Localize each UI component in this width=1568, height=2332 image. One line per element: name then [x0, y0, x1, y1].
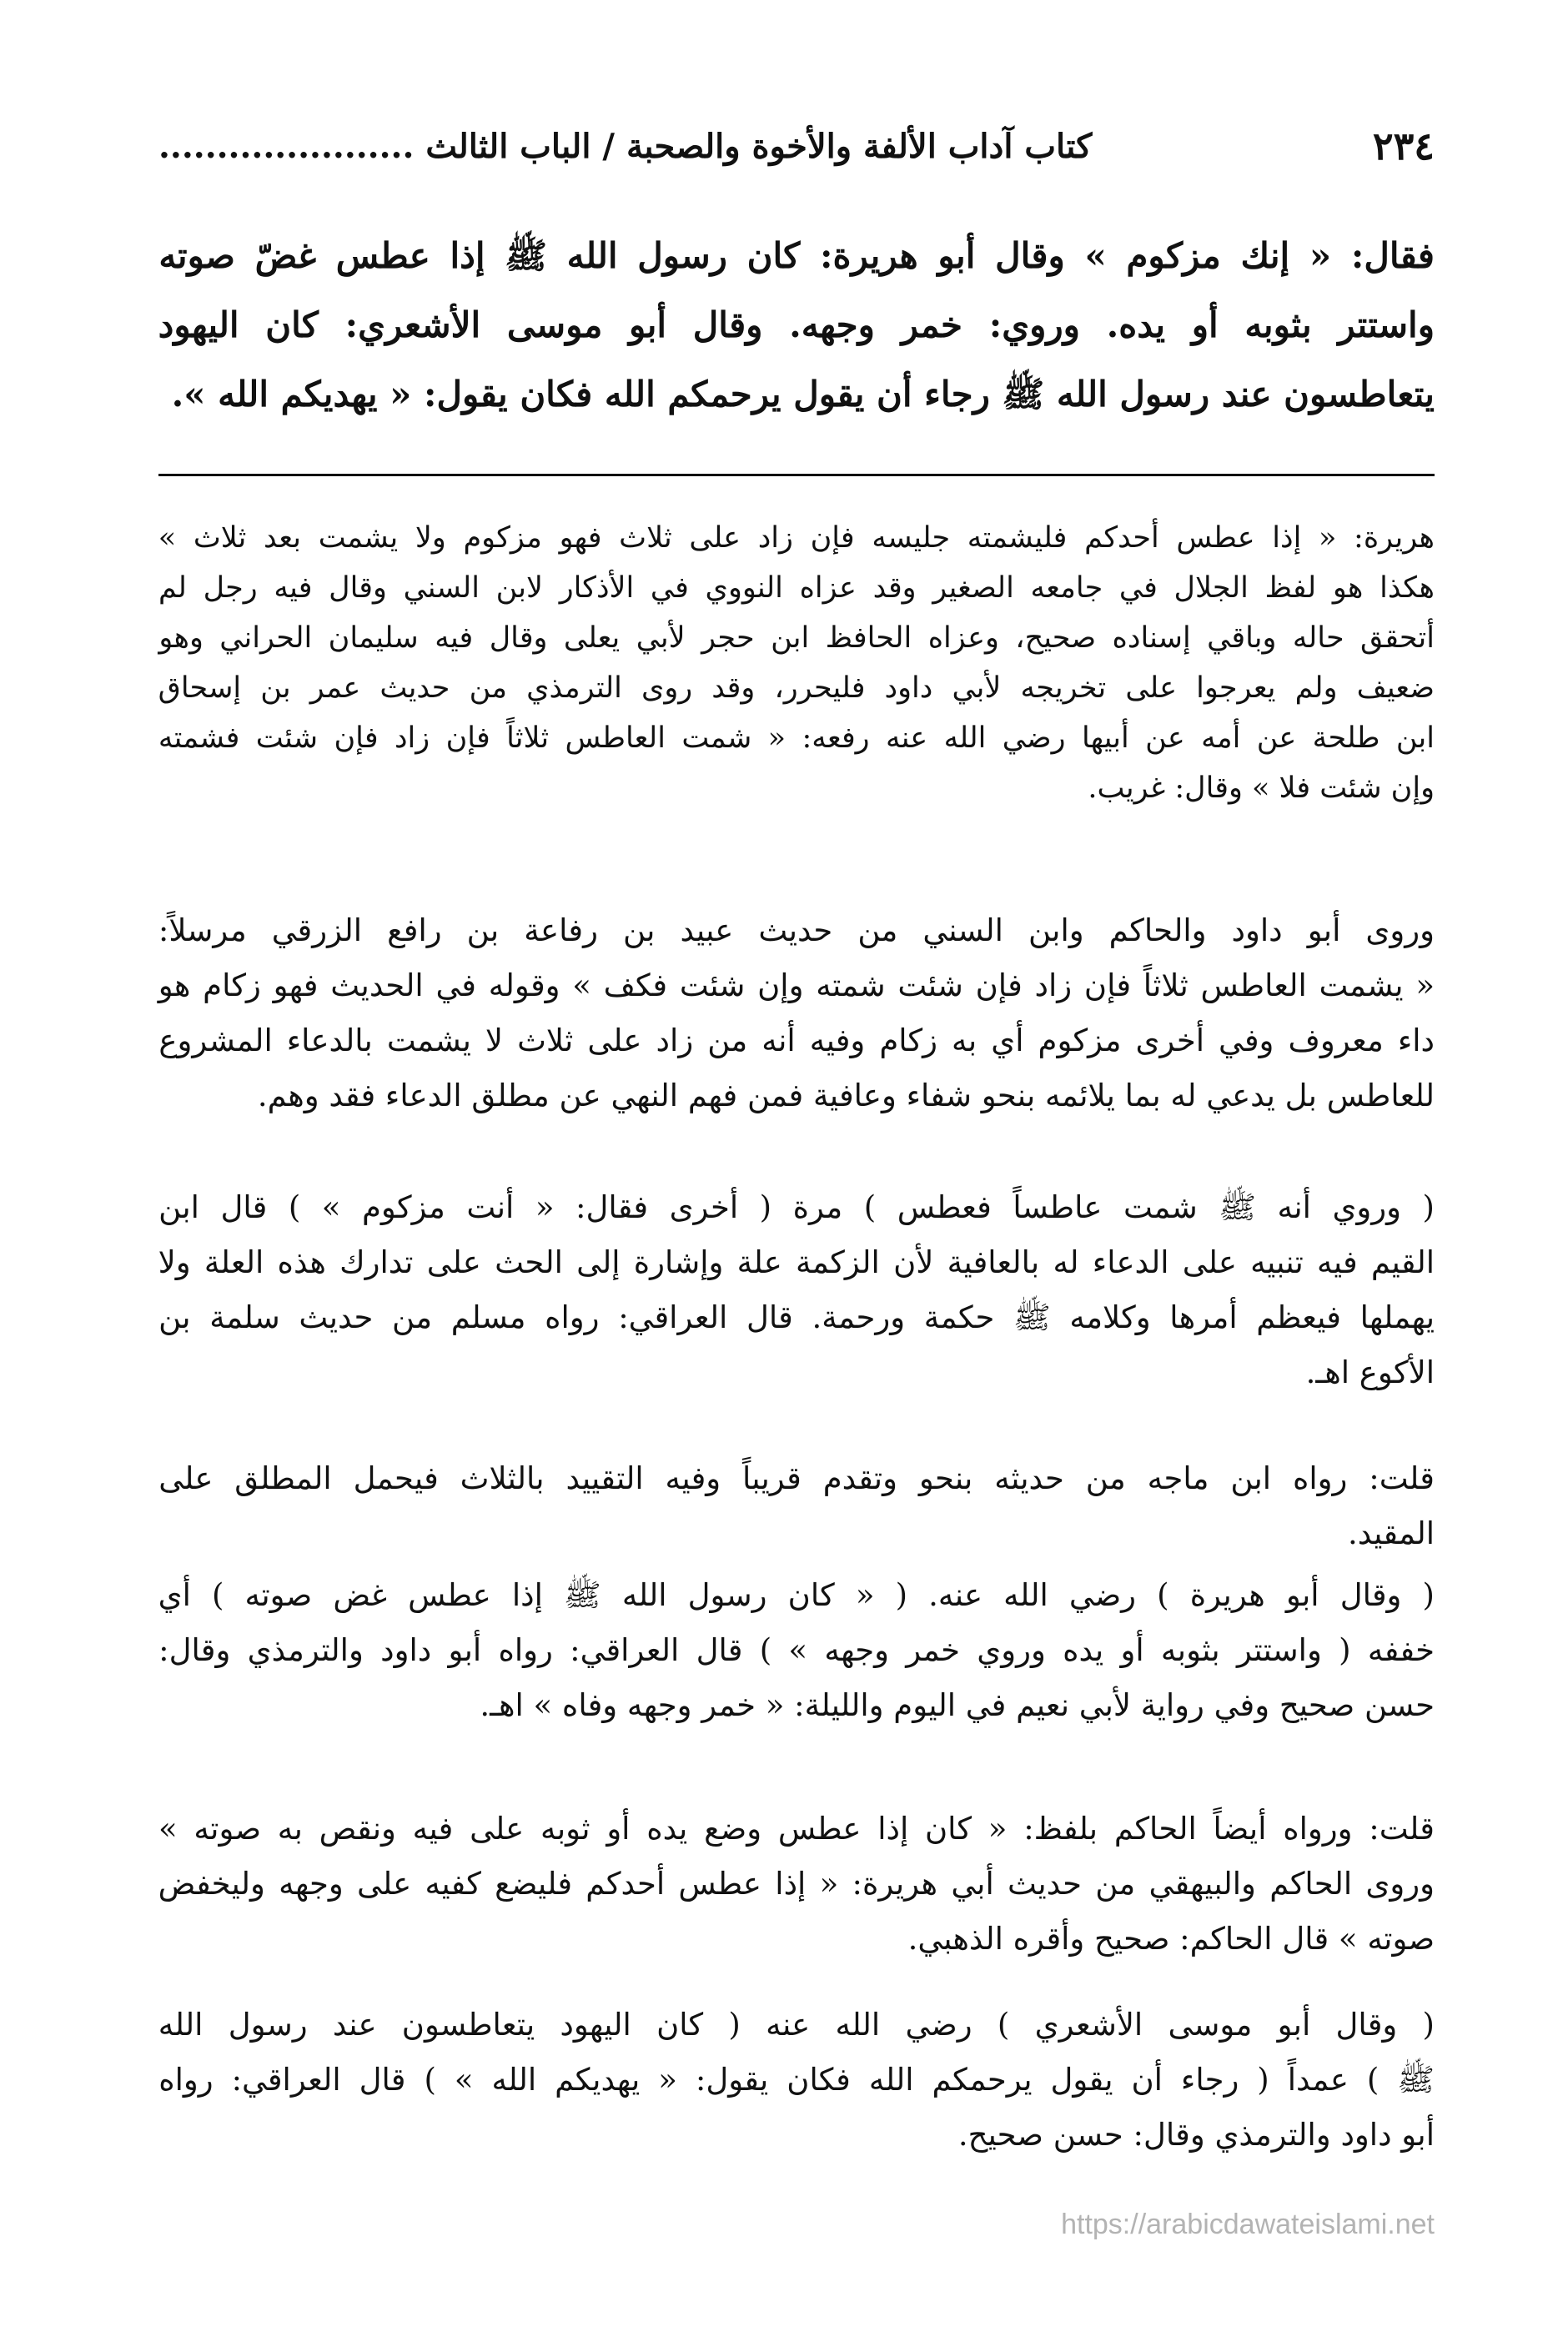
commentary-line: يهملها فيعظم أمرها وكلامه ﷺ حكمة ورحمة. قال العراقي: رواه مسلم من حديث سلمة بن	[158, 1299, 1435, 1335]
footnote-line: وإن شئت فلا » وقال: غريب.	[1088, 771, 1435, 805]
commentary-line: داء معروف وفي أخرى مزكوم أي به زكام وفيه أنه من زاد على ثلاث لا يشمت بالدعاء المشروع	[158, 1023, 1435, 1058]
commentary-line: القيم فيه تنبيه على الدعاء له بالعافية لأن الزكمة علة وإشارة إلى الحث على تدارك هذه العلة ولا	[158, 1244, 1435, 1280]
commentary-line: للعاطس بل يدعي له بما يلائمه بنحو شفاء وعافية فمن فهم النهي عن مطلق الدعاء فقد وهم.	[257, 1078, 1435, 1113]
running-title	[158, 127, 1092, 166]
commentary-line: وروى أبو داود والحاكم وابن السني من حديث عبيد بن رفاعة بن رافع الزرقي مرسلاً:	[158, 912, 1435, 948]
main-text-line: واستتر بثوبه أو يده. وروي: خمر وجهه. وقال أبو موسى الأشعري: كان اليهود	[158, 304, 1435, 345]
commentary-line: حسن صحيح وفي رواية لأبي نعيم في اليوم والليلة: « خمر وجهه وفاه » اهـ.	[480, 1687, 1435, 1723]
footnote-line: هريرة: « إذا عطس أحدكم فليشمته جليسه فإن زاد على ثلاث فهو مزكوم ولا يشمت بعد ثلاث »	[158, 521, 1435, 555]
commentary-line: ( وروي أنه ﷺ شمت عاطساً فعطس ) مرة ( أخرى فقال: « أنت مزكوم » ) قال ابن	[158, 1189, 1435, 1225]
commentary-line: أبو داود والترمذي وقال: حسن صحيح.	[957, 2117, 1435, 2153]
footnote-line: ابن طلحة عن أمه عن أبيها رضي الله عنه رفعه: « شمت العاطس ثلاثاً فإن زاد فإن شئت فشمته	[158, 721, 1435, 755]
commentary-paragraph	[158, 1802, 1435, 1967]
leader-dots: ......................	[158, 126, 415, 166]
commentary-line: ( وقال أبو موسى الأشعري ) رضي الله عنه ( كان اليهود يتعاطسون عند رسول الله	[158, 2007, 1435, 2043]
page-number: ٢٣٤	[1372, 123, 1435, 168]
commentary-line: قلت: رواه ابن ماجه من حديثه بنحو وتقدم قريباً وفيه التقييد بالثلاث فيحمل المطلق على	[158, 1460, 1435, 1496]
commentary-line: وروى الحاكم والبيهقي من حديث أبي هريرة: « إذا عطس أحدكم فليضع كفيه على وجهه وليخفض	[158, 1866, 1435, 1902]
separator-rule	[158, 474, 1435, 476]
commentary-paragraph	[158, 1568, 1435, 1733]
page-header	[158, 117, 1435, 175]
watermark-url: https://arabicdawateislami.net	[1061, 2209, 1435, 2240]
commentary-line: ( وقال أبو هريرة ) رضي الله عنه. ( « كان رسول الله ﷺ إذا عطس غض صوته ) أي	[158, 1577, 1435, 1613]
commentary-line: صوته » قال الحاكم: صحيح وأقره الذهبي.	[907, 1921, 1435, 1957]
commentary-line: ﷺ ) عمداً ( رجاء أن يقول يرحمكم الله فكان يقول: « يهديكم الله » ) قال العراقي: رواه	[158, 2062, 1435, 2098]
footnote-paragraph	[158, 513, 1435, 813]
commentary-paragraph	[158, 1180, 1435, 1400]
commentary-line: قلت: ورواه أيضاً الحاكم بلفظ: « كان إذا عطس وضع يده أو ثوبه على فيه ونقص به صوته »	[158, 1811, 1435, 1847]
main-text	[158, 221, 1435, 429]
footnote-line: هكذا هو لفظ الجلال في جامعه الصغير وقد عزاه النووي في الأذكار لابن السني وقال فيه رجل لم	[158, 571, 1435, 605]
running-title-text: كتاب آداب الألفة والأخوة والصحبة / الباب الثالث	[425, 126, 1093, 166]
main-text-line: يتعاطسون عند رسول الله ﷺ رجاء أن يقول يرحمكم الله فكان يقول: « يهديكم الله ».	[171, 374, 1435, 415]
commentary-paragraph	[158, 1451, 1435, 1561]
footnote-line: ضعيف ولم يعرجوا على تخريجه لأبي داود فليحرر، وقد روى الترمذي من حديث عمر بن إسحاق	[158, 671, 1435, 705]
commentary-paragraph	[158, 1998, 1435, 2163]
commentary-line: الأكوع اهـ.	[1305, 1354, 1435, 1390]
commentary-paragraph	[158, 903, 1435, 1123]
main-text-line: فقال: « إنك مزكوم » وقال أبو هريرة: كان رسول الله ﷺ إذا عطس غضّ صوته	[158, 235, 1435, 276]
footnote-line: أتحقق حاله وباقي إسناده صحيح، وعزاه الحافظ ابن حجر لأبي يعلى وقال فيه سليمان الحراني وهو	[158, 621, 1435, 655]
commentary-line: المقيد.	[1347, 1515, 1435, 1551]
commentary-line: خففه ( واستتر بثوبه أو يده وروي خمر وجهه » ) قال العراقي: رواه أبو داود والترمذي وقال:	[158, 1632, 1435, 1668]
commentary-line: « يشمت العاطس ثلاثاً فإن زاد فإن شئت شمته وإن شئت فكف » وقوله في الحديث فهو زكام هو	[158, 967, 1435, 1003]
